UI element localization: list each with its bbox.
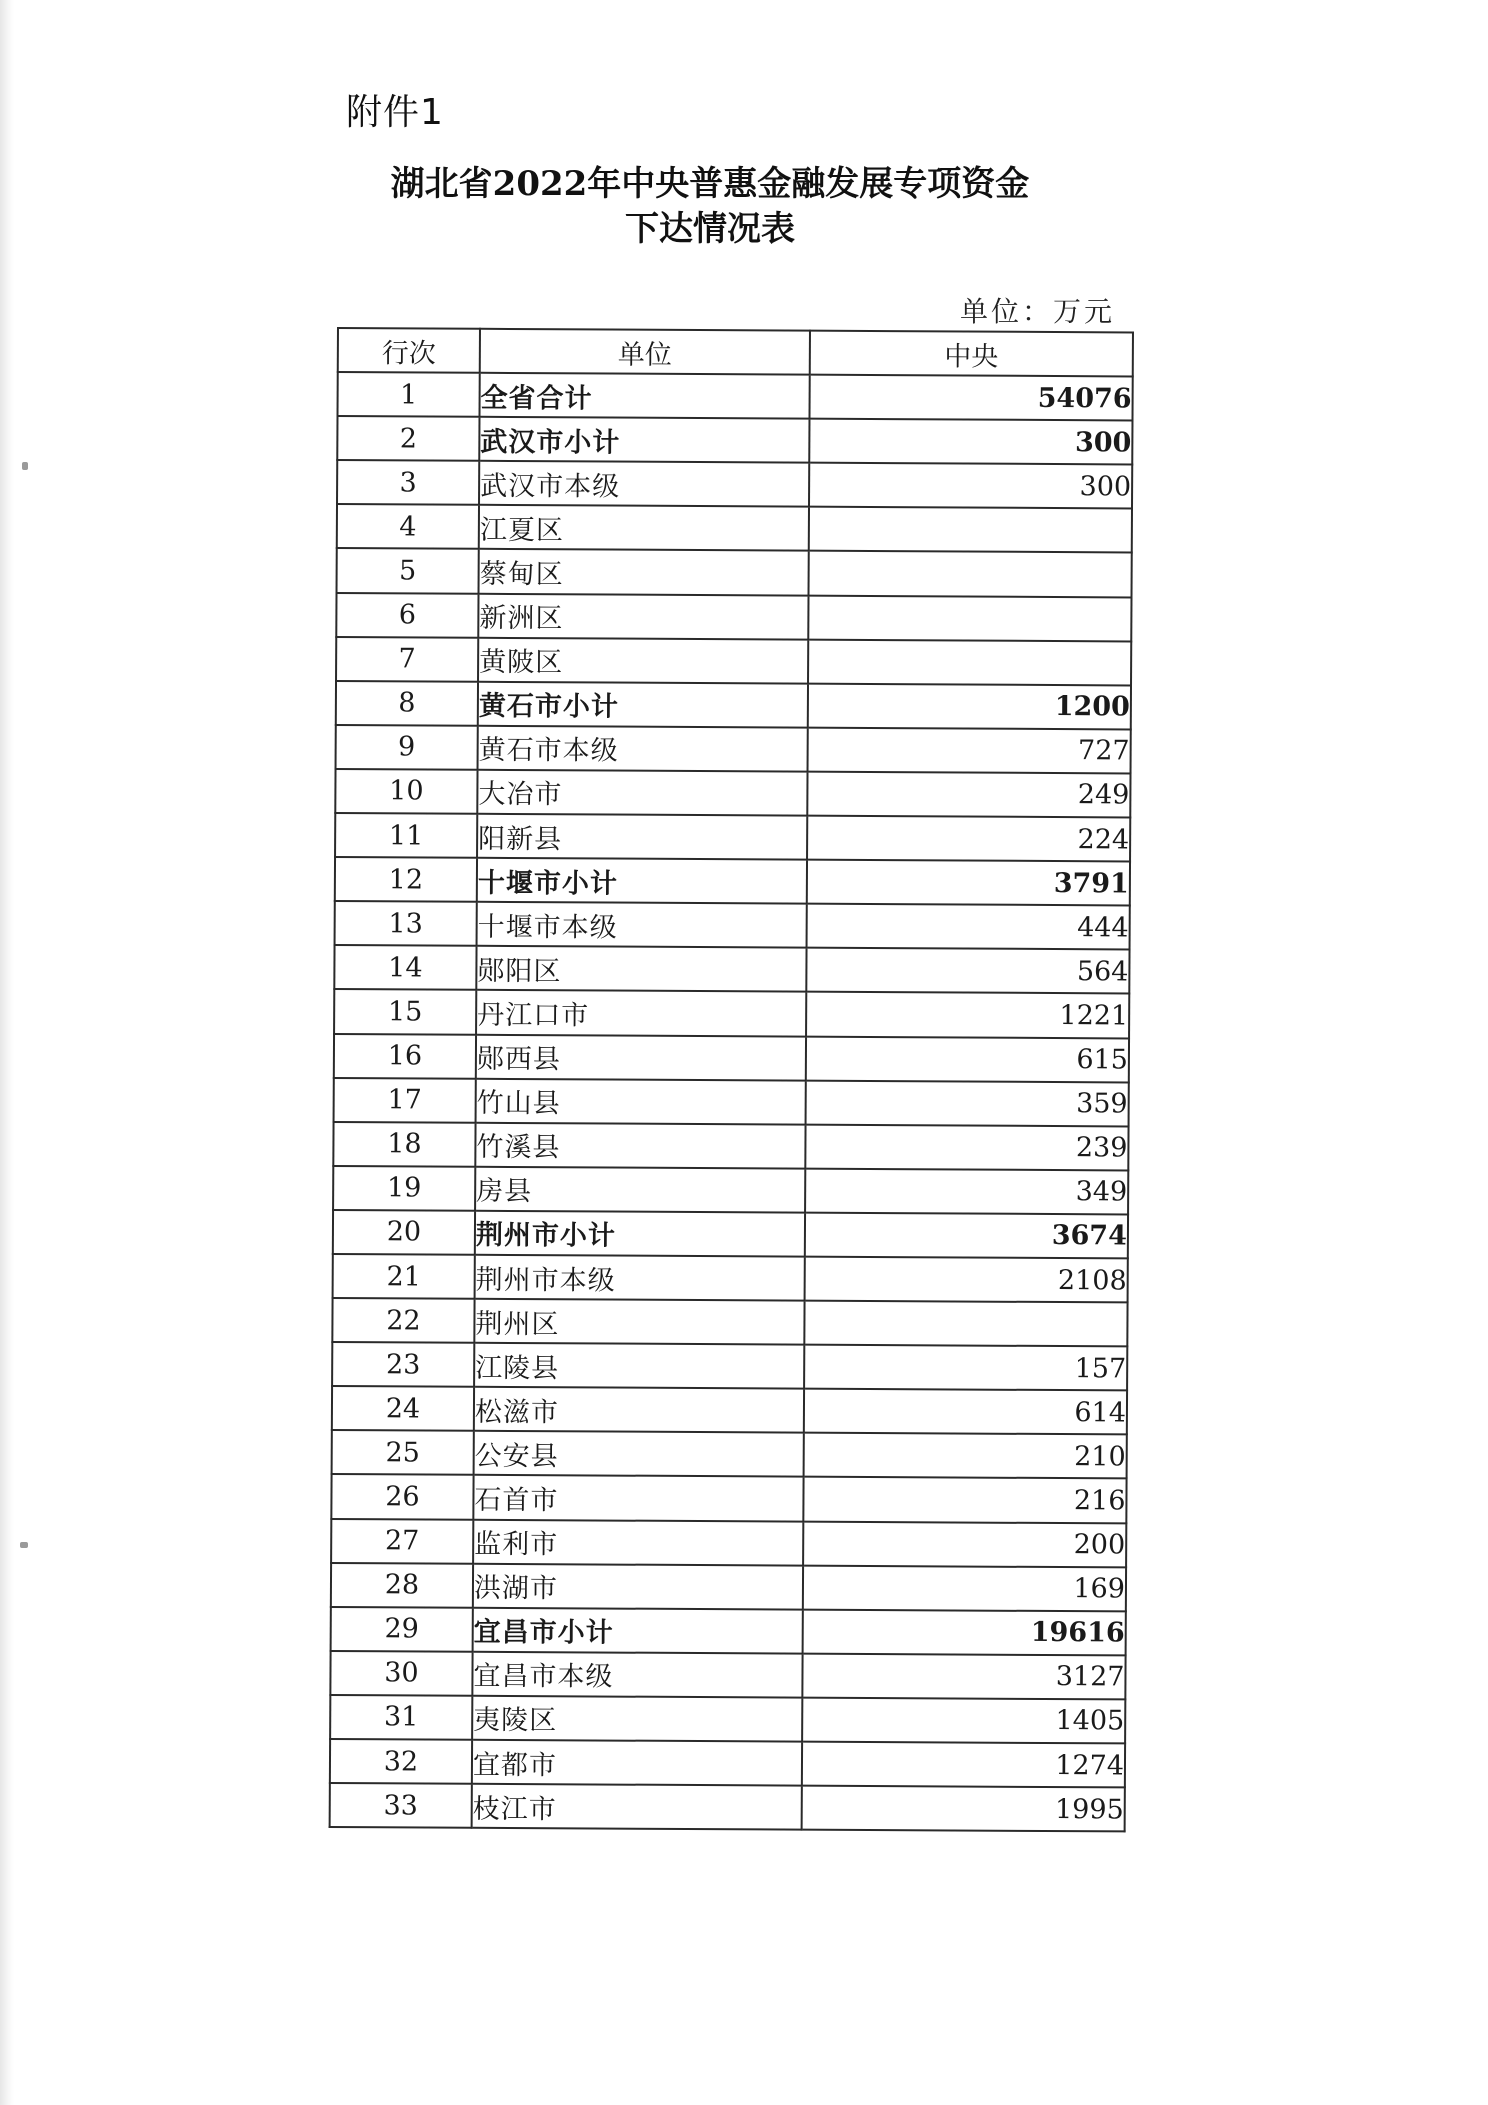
table-row <box>337 460 1132 509</box>
table-row <box>335 901 1130 950</box>
central-amount-cell: 3791 <box>807 860 1130 906</box>
table-row <box>334 1078 1129 1127</box>
unit-name-cell: 郧西县 <box>476 1034 806 1080</box>
table-row <box>333 1210 1128 1259</box>
table-row <box>334 1033 1129 1082</box>
unit-name-cell: 全省合计 <box>479 373 809 419</box>
unit-name-cell: 房县 <box>475 1167 805 1213</box>
unit-name-cell: 大冶市 <box>477 770 807 816</box>
row-number-cell: 6 <box>336 593 478 638</box>
central-amount-cell: 210 <box>804 1433 1127 1479</box>
row-number-cell: 24 <box>332 1386 474 1431</box>
table-row <box>331 1563 1126 1612</box>
row-number-cell: 9 <box>336 725 478 770</box>
central-amount-cell: 54076 <box>809 375 1132 421</box>
table-row <box>334 989 1129 1038</box>
attachment-label: 附件1 <box>346 92 444 133</box>
central-amount-cell: 19616 <box>803 1609 1126 1655</box>
central-amount-cell: 1274 <box>802 1742 1125 1788</box>
scan-speck <box>22 462 28 470</box>
unit-name-cell: 荆州市本级 <box>475 1255 805 1301</box>
unit-name-cell: 十堰市本级 <box>477 902 807 948</box>
row-number-cell: 1 <box>338 372 480 417</box>
table-row <box>332 1298 1127 1347</box>
central-amount-cell: 3127 <box>802 1653 1125 1699</box>
unit-name-cell: 武汉市本级 <box>479 461 809 507</box>
table-row <box>330 1651 1125 1700</box>
table-row <box>332 1342 1127 1391</box>
central-amount-cell: 614 <box>804 1389 1127 1435</box>
row-number-cell: 21 <box>333 1254 475 1299</box>
document-title-line2: 下达情况表 <box>625 209 795 249</box>
table-row <box>336 593 1131 642</box>
scan-edge-shadow <box>0 0 14 2105</box>
central-amount-cell: 1995 <box>802 1786 1125 1832</box>
row-number-cell: 10 <box>335 769 477 814</box>
unit-name-cell: 荆州区 <box>474 1299 804 1345</box>
unit-name-cell: 石首市 <box>473 1475 803 1521</box>
table-row <box>331 1519 1126 1568</box>
unit-name-cell: 宜昌市本级 <box>472 1652 802 1698</box>
funds-table <box>329 327 1134 1833</box>
unit-name-cell: 松滋市 <box>474 1387 804 1433</box>
unit-name-cell: 竹山县 <box>476 1078 806 1124</box>
unit-name-cell: 宜昌市小计 <box>473 1607 803 1653</box>
unit-name-cell: 江陵县 <box>474 1343 804 1389</box>
row-number-cell: 28 <box>331 1563 473 1608</box>
unit-name-cell: 夷陵区 <box>472 1696 802 1742</box>
central-amount-cell: 1200 <box>808 683 1131 729</box>
central-amount-cell: 224 <box>807 816 1130 862</box>
unit-name-cell: 黄陂区 <box>478 637 808 683</box>
unit-name-cell: 黄石市小计 <box>478 682 808 728</box>
row-number-cell: 31 <box>330 1695 472 1740</box>
central-amount-cell: 169 <box>803 1565 1126 1611</box>
row-number-cell: 30 <box>330 1651 472 1696</box>
row-number-cell: 5 <box>337 548 479 593</box>
row-number-cell: 15 <box>334 989 476 1034</box>
central-amount-cell: 157 <box>804 1345 1127 1391</box>
row-number-cell: 14 <box>334 945 476 990</box>
table-row <box>337 548 1132 597</box>
central-amount-cell: 1221 <box>806 992 1129 1038</box>
table-row <box>330 1695 1125 1744</box>
central-amount-cell: 2108 <box>805 1257 1128 1303</box>
table-body <box>330 372 1133 1832</box>
unit-name-cell: 郧阳区 <box>476 946 806 992</box>
row-number-cell: 2 <box>337 416 479 461</box>
row-number-cell: 19 <box>333 1166 475 1211</box>
header-unit: 单位 <box>480 329 810 375</box>
table-row <box>333 1166 1128 1215</box>
central-amount-cell: 444 <box>807 904 1130 950</box>
row-number-cell: 32 <box>330 1739 472 1784</box>
table-row <box>335 813 1130 862</box>
table-row <box>331 1474 1126 1523</box>
row-number-cell: 33 <box>330 1783 472 1828</box>
unit-name-cell: 武汉市小计 <box>479 417 809 463</box>
unit-name-cell: 蔡甸区 <box>479 549 809 595</box>
row-number-cell: 23 <box>332 1342 474 1387</box>
unit-name-cell: 丹江口市 <box>476 990 806 1036</box>
central-amount-cell: 249 <box>807 772 1130 818</box>
row-number-cell: 25 <box>332 1430 474 1475</box>
table-row <box>336 637 1131 686</box>
table-row <box>336 725 1131 774</box>
scan-speck <box>20 1542 28 1548</box>
row-number-cell: 13 <box>335 901 477 946</box>
table-row <box>332 1386 1127 1435</box>
row-number-cell: 22 <box>332 1298 474 1343</box>
unit-label: 单位：万元 <box>960 295 1116 328</box>
central-amount-cell <box>804 1301 1127 1347</box>
header-row-number: 行次 <box>338 328 480 373</box>
table-row <box>337 416 1132 465</box>
row-number-cell: 3 <box>337 460 479 505</box>
row-number-cell: 4 <box>337 504 479 549</box>
central-amount-cell: 727 <box>808 727 1131 773</box>
table-row <box>336 681 1131 730</box>
unit-name-cell: 新洲区 <box>478 593 808 639</box>
central-amount-cell: 615 <box>806 1036 1129 1082</box>
unit-name-cell: 枝江市 <box>472 1784 802 1830</box>
central-amount-cell: 1405 <box>802 1698 1125 1744</box>
table-row <box>330 1783 1125 1832</box>
unit-name-cell: 监利市 <box>473 1519 803 1565</box>
table-row <box>333 1254 1128 1303</box>
unit-name-cell: 洪湖市 <box>473 1563 803 1609</box>
central-amount-cell <box>808 639 1131 685</box>
unit-name-cell: 公安县 <box>474 1431 804 1477</box>
row-number-cell: 26 <box>331 1474 473 1519</box>
central-amount-cell: 3674 <box>805 1213 1128 1259</box>
row-number-cell: 12 <box>335 857 477 902</box>
row-number-cell: 7 <box>336 637 478 682</box>
row-number-cell: 18 <box>333 1122 475 1167</box>
central-amount-cell: 200 <box>803 1521 1126 1567</box>
table-header <box>338 328 1133 377</box>
table-row <box>335 857 1130 906</box>
row-number-cell: 16 <box>334 1033 476 1078</box>
row-number-cell: 29 <box>331 1607 473 1652</box>
row-number-cell: 27 <box>331 1519 473 1564</box>
table-row <box>337 504 1132 553</box>
unit-name-cell: 黄石市本级 <box>478 726 808 772</box>
unit-name-cell: 十堰市小计 <box>477 858 807 904</box>
table-row <box>332 1430 1127 1479</box>
central-amount-cell: 349 <box>805 1168 1128 1214</box>
central-amount-cell <box>809 551 1132 597</box>
table-row <box>331 1607 1126 1656</box>
row-number-cell: 20 <box>333 1210 475 1255</box>
unit-name-cell: 荆州市小计 <box>475 1211 805 1257</box>
table-row <box>334 945 1129 994</box>
central-amount-cell <box>808 595 1131 641</box>
row-number-cell: 8 <box>336 681 478 726</box>
unit-name-cell: 阳新县 <box>477 814 807 860</box>
table-row <box>335 769 1130 818</box>
central-amount-cell: 564 <box>806 948 1129 994</box>
central-amount-cell: 300 <box>809 419 1132 465</box>
central-amount-cell: 300 <box>809 463 1132 509</box>
table-row <box>330 1739 1125 1788</box>
header-row <box>338 328 1133 377</box>
unit-name-cell: 江夏区 <box>479 505 809 551</box>
central-amount-cell: 239 <box>805 1124 1128 1170</box>
central-amount-cell: 216 <box>803 1477 1126 1523</box>
unit-name-cell: 宜都市 <box>472 1740 802 1786</box>
central-amount-cell: 359 <box>806 1080 1129 1126</box>
row-number-cell: 11 <box>335 813 477 858</box>
row-number-cell: 17 <box>334 1078 476 1123</box>
central-amount-cell <box>809 507 1132 553</box>
table-row <box>333 1122 1128 1171</box>
header-central: 中央 <box>810 331 1133 377</box>
table-row <box>338 372 1133 421</box>
unit-name-cell: 竹溪县 <box>475 1122 805 1168</box>
document-title-line1: 湖北省2022年中央普惠金融发展专项资金 <box>390 164 1030 204</box>
